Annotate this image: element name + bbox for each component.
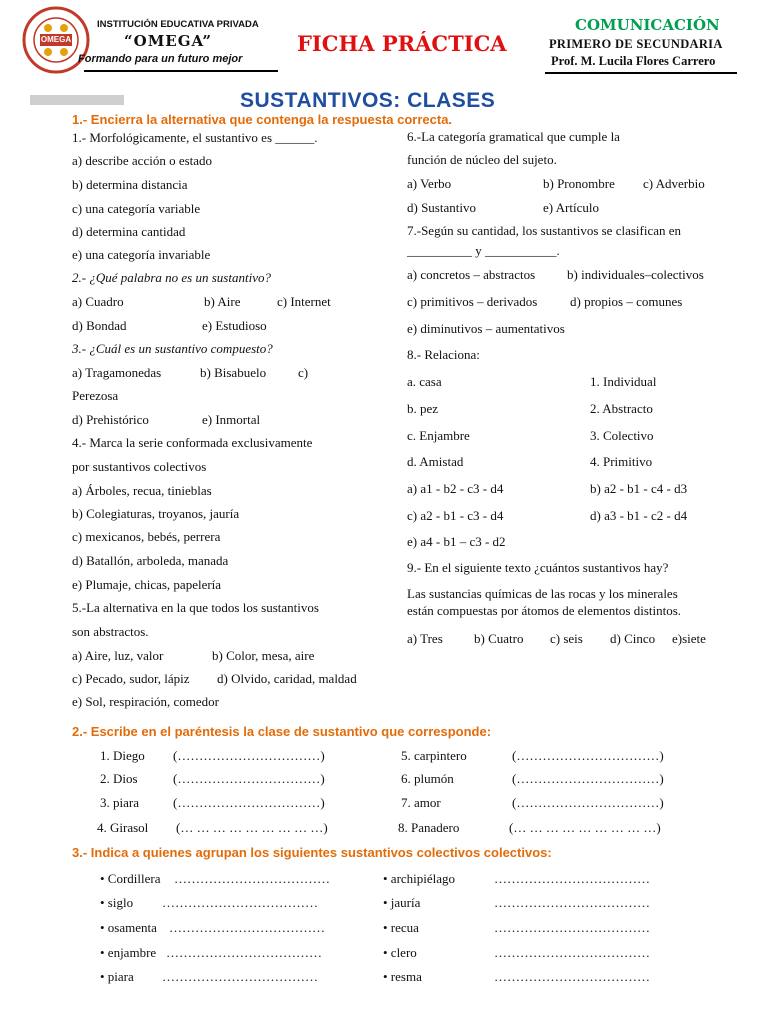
q4-option-a: a) Árboles, recua, tinieblas [72, 483, 212, 498]
q3-option-d: d) Prehistórico [72, 412, 149, 427]
q2-option-c: c) Internet [277, 294, 331, 309]
q8-option-c: c) a2 - b1 - c3 - d4 [407, 508, 504, 523]
header-right-underline [545, 72, 737, 74]
s2-blank-4[interactable]: (… … … … … … … … …) [176, 820, 328, 835]
q9-option-c: c) seis [550, 631, 583, 646]
q6-option-e: e) Artículo [543, 200, 599, 215]
gray-bar [30, 95, 124, 105]
s3-blank-5[interactable]: ……………………………… [162, 969, 318, 984]
s3-blank-10[interactable]: ……………………………… [494, 969, 650, 984]
q9-option-e: e)siete [672, 631, 706, 646]
q6-option-b: b) Pronombre [543, 176, 615, 191]
q9-text: 9.- En el siguiente texto ¿cuántos sustantivos hay? [407, 560, 669, 575]
q4-option-e: e) Plumaje, chicas, papelería [72, 577, 222, 592]
q7-text-line2: __________ y ___________. [407, 243, 560, 258]
q3-option-c-cont: Perezosa [72, 388, 119, 403]
q9-passage-line1: Las sustancias químicas de las rocas y los minerales [407, 586, 678, 601]
s3-blank-8[interactable]: ……………………………… [494, 920, 650, 935]
q8-item-a: a. casa [407, 374, 442, 389]
q5-option-c: c) Pecado, sudor, lápiz [72, 671, 190, 686]
logo-center-text: OMEGA [40, 35, 72, 44]
q2-option-b: b) Aire [204, 294, 241, 309]
s3-blank-1[interactable]: ……………………………… [174, 871, 330, 886]
q5-option-b: b) Color, mesa, aire [212, 648, 315, 663]
q5-option-e: e) Sol, respiración, comedor [72, 694, 219, 709]
q5-option-d: d) Olvido, caridad, maldad [217, 671, 357, 686]
q3-option-b: b) Bisabuelo [200, 365, 267, 380]
q2-option-d: d) Bondad [72, 318, 127, 333]
q2-option-e: e) Estudioso [202, 318, 267, 333]
q1-text: 1.- Morfológicamente, el sustantivo es ______. [72, 130, 318, 145]
q3-text: 3.- ¿Cuál es un sustantivo compuesto? [72, 341, 273, 356]
s3-word-9: • clero [383, 945, 417, 960]
section3-heading: 3.- Indica a quienes agrupan los siguientes sustantivos colectivos colectivos: [72, 845, 552, 860]
s3-word-10: • resma [383, 969, 422, 984]
s2-word-4: 4. Girasol [97, 820, 149, 835]
q3-option-a: a) Tragamonedas [72, 365, 162, 380]
s2-blank-7[interactable]: (……………………………) [512, 795, 664, 810]
s2-word-6: 6. plumón [401, 771, 454, 786]
q2-option-a: a) Cuadro [72, 294, 124, 309]
q9-option-a: a) Tres [407, 631, 443, 646]
q8-item-b: b. pez [407, 401, 439, 416]
q3-option-c: c) [298, 365, 309, 380]
s3-blank-6[interactable]: ……………………………… [494, 871, 650, 886]
q8-item-d: d. Amistad [407, 454, 464, 469]
institution-label: INSTITUCIÓN EDUCATIVA PRIVADA [97, 19, 259, 30]
q1-option-e: e) una categoría invariable [72, 247, 211, 262]
q6-option-c: c) Adverbio [643, 176, 705, 191]
q4-text-line1: 4.- Marca la serie conformada exclusivamente [72, 435, 313, 450]
section1-heading: 1.- Encierra la alternativa que contenga la respuesta correcta. [72, 112, 453, 127]
s2-blank-8[interactable]: (… … … … … … … … …) [509, 820, 661, 835]
s2-word-7: 7. amor [401, 795, 441, 810]
q4-option-c: c) mexicanos, bebés, perrera [72, 529, 221, 544]
q7-option-d: d) propios – comunes [570, 294, 683, 309]
q1-option-a: a) describe acción o estado [72, 153, 213, 168]
header-underline [84, 70, 278, 72]
s3-word-3: • osamenta [100, 920, 157, 935]
s3-word-5: • piara [100, 969, 134, 984]
s2-blank-1[interactable]: (……………………………) [173, 748, 325, 763]
q3-option-e: e) Inmortal [202, 412, 261, 427]
q7-text-line1: 7.-Según su cantidad, los sustantivos se clasifican en [407, 223, 682, 238]
s2-word-5: 5. carpintero [401, 748, 467, 763]
q6-option-a: a) Verbo [407, 176, 452, 191]
q8-match-1: 1. Individual [590, 374, 657, 389]
s3-blank-4[interactable]: ……………………………… [166, 945, 322, 960]
q7-option-b: b) individuales–colectivos [567, 267, 704, 282]
page-title: SUSTANTIVOS: CLASES [240, 89, 496, 112]
q8-item-c: c. Enjambre [407, 428, 470, 443]
q5-option-a: a) Aire, luz, valor [72, 648, 164, 663]
q1-option-b: b) determina distancia [72, 177, 188, 192]
q8-option-d: d) a3 - b1 - c2 - d4 [590, 508, 688, 523]
q8-match-2: 2. Abstracto [590, 401, 653, 416]
s2-word-8: 8. Panadero [398, 820, 460, 835]
q8-match-4: 4. Primitivo [590, 454, 653, 469]
q9-passage-line2: están compuestas por átomos de elementos distintos. [407, 603, 682, 618]
sheet-title: FICHA PRÁCTICA [297, 31, 507, 56]
q8-match-3: 3. Colectivo [590, 428, 654, 443]
q1-option-d: d) determina cantidad [72, 224, 186, 239]
q6-text-line2: función de núcleo del sujeto. [407, 152, 557, 167]
s3-word-7: • jauría [383, 895, 421, 910]
q8-option-e: e) a4 - b1 – c3 - d2 [407, 534, 506, 549]
s3-blank-7[interactable]: ……………………………… [494, 895, 650, 910]
s3-blank-9[interactable]: ……………………………… [494, 945, 650, 960]
school-name: “OMEGA” [124, 32, 213, 50]
s3-word-8: • recua [383, 920, 419, 935]
s3-word-2: • siglo [100, 895, 134, 910]
q6-option-d: d) Sustantivo [407, 200, 476, 215]
q4-text-line2: por sustantivos colectivos [72, 459, 207, 474]
q8-option-b: b) a2 - b1 - c4 - d3 [590, 481, 688, 496]
subject-label: COMUNICACIÓN [575, 16, 720, 34]
s2-word-1: 1. Diego [100, 748, 145, 763]
s2-blank-6[interactable]: (……………………………) [512, 771, 664, 786]
q8-option-a: a) a1 - b2 - c3 - d4 [407, 481, 504, 496]
q4-option-b: b) Colegiaturas, troyanos, jauría [72, 506, 240, 521]
s2-blank-2[interactable]: (……………………………) [173, 771, 325, 786]
s3-word-6: • archipiélago [383, 871, 456, 886]
s2-blank-5[interactable]: (……………………………) [512, 748, 664, 763]
section2-heading: 2.- Escribe en el paréntesis la clase de sustantivo que corresponde: [72, 724, 492, 739]
s3-blank-2[interactable]: ……………………………… [162, 895, 318, 910]
s3-word-4: • enjambre [100, 945, 157, 960]
q9-option-b: b) Cuatro [474, 631, 524, 646]
q9-option-d: d) Cinco [610, 631, 656, 646]
q5-text-line2: son abstractos. [72, 624, 149, 639]
q2-text: 2.- ¿Qué palabra no es un sustantivo? [72, 270, 271, 285]
q7-option-a: a) concretos – abstractos [407, 267, 536, 282]
s2-word-3: 3. piara [100, 795, 139, 810]
q7-option-c: c) primitivos – derivados [407, 294, 538, 309]
s3-word-1: • Cordillera [100, 871, 161, 886]
teacher-label: Prof. M. Lucila Flores Carrero [551, 54, 716, 68]
school-motto: Formando para un futuro mejor [78, 53, 243, 65]
q4-option-d: d) Batallón, arboleda, manada [72, 553, 229, 568]
q7-option-e: e) diminutivos – aumentativos [407, 321, 565, 336]
q6-text-line1: 6.-La categoría gramatical que cumple la [407, 129, 620, 144]
q8-text: 8.- Relaciona: [407, 347, 480, 362]
s3-blank-3[interactable]: ……………………………… [169, 920, 325, 935]
q1-option-c: c) una categoría variable [72, 201, 201, 216]
s2-blank-3[interactable]: (……………………………) [173, 795, 325, 810]
q5-text-line1: 5.-La alternativa en la que todos los sustantivos [72, 600, 319, 615]
grade-label: PRIMERO DE SECUNDARIA [549, 37, 723, 51]
s2-word-2: 2. Dios [100, 771, 138, 786]
